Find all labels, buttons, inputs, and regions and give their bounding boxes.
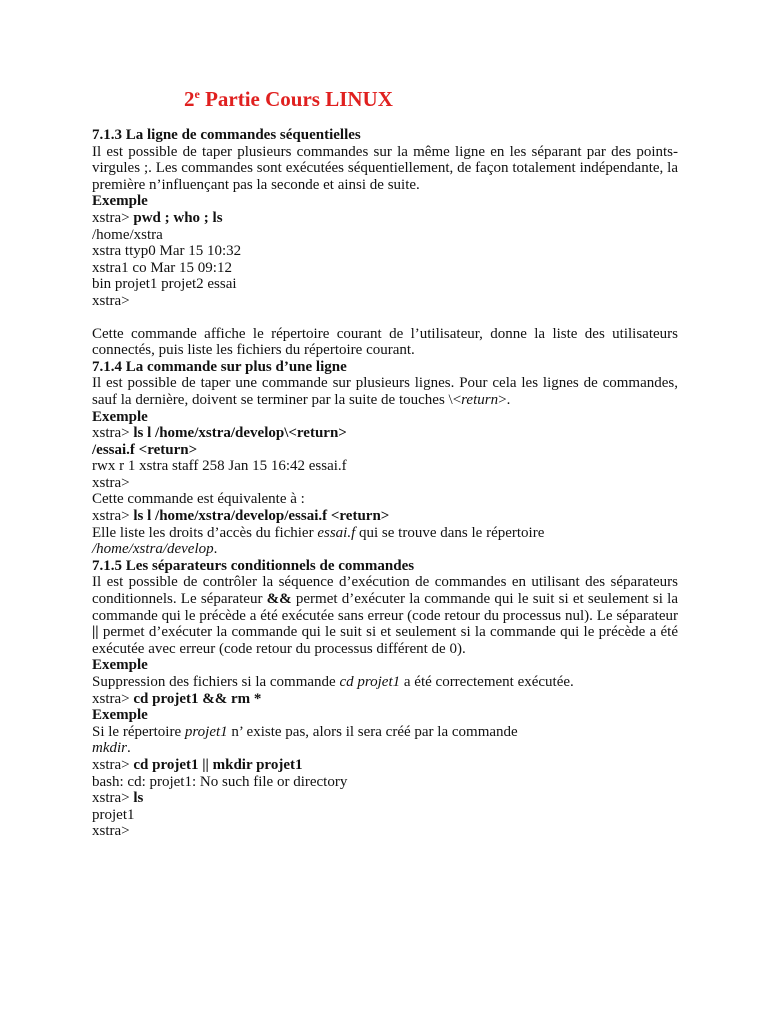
output-line: xstra> xyxy=(92,292,130,309)
title-superscript: e xyxy=(194,87,200,101)
section-paragraph xyxy=(92,375,678,408)
command-text: cd projet1 && rm * xyxy=(133,690,262,707)
shell-prompt: xstra> xyxy=(92,508,134,525)
command-line xyxy=(92,691,678,708)
section-paragraph xyxy=(92,574,678,657)
italic-run: cd projet1 xyxy=(339,674,401,690)
text-run: permet d’exécuter la commande qui le suit si et seulement si la commande qui le précède a été exécutée sans erreur (code retour du processus nul). Le séparateur xyxy=(92,591,678,624)
section-heading-7-1-5: 7.1.5 Les séparateurs conditionnels de commandes xyxy=(92,557,415,574)
shell-prompt: xstra> xyxy=(92,756,134,773)
section-paragraph: Il est possible de taper plusieurs commandes sur la même ligne en les séparant par des points-virgules ;. Les commandes sont exécutées séquentiellement, de façon totalement indépendante, la première n’influençant pas la seconde et ainsi de suite. xyxy=(92,143,678,193)
command-line xyxy=(92,508,678,525)
command-text: ls xyxy=(133,790,144,807)
command-text: pwd ; who ; ls xyxy=(133,209,223,226)
output-line: xstra> xyxy=(92,474,130,491)
command-text: ls l /home/xstra/develop/essai.f <return> xyxy=(133,508,390,525)
blank-line xyxy=(92,310,678,326)
document-body xyxy=(92,127,678,840)
command-line xyxy=(92,425,678,442)
equivalence-line: Cette commande est équivalente à : xyxy=(92,491,305,508)
explanation-paragraph: Cette commande affiche le répertoire courant de l’utilisateur, donne la liste des utilisateurs connectés, puis liste les fichiers du répertoire courant. xyxy=(92,325,678,359)
command-text: cd projet1 || mkdir projet1 xyxy=(133,756,303,773)
text-run: . xyxy=(127,740,131,757)
text-run: Si le répertoire xyxy=(92,723,185,740)
section-heading-7-1-4: 7.1.4 La commande sur plus d’une ligne xyxy=(92,358,347,375)
example-label: Exemple xyxy=(92,408,148,425)
operator-or: || xyxy=(92,624,99,641)
italic-run: /home/xstra/develop xyxy=(92,541,214,558)
shell-prompt: xstra> xyxy=(92,790,134,807)
page-title xyxy=(184,87,393,112)
output-line: bash: cd: projet1: No such file or directory xyxy=(92,773,348,790)
output-line: xstra1 co Mar 15 09:12 xyxy=(92,259,232,276)
output-line: bin projet1 projet2 essai xyxy=(92,276,237,293)
title-text: Partie Cours LINUX xyxy=(199,87,393,111)
text-run: a été correctement exécutée. xyxy=(400,674,574,690)
text-run: n’ existe pas, alors il sera créé par la commande xyxy=(227,723,518,740)
description-line xyxy=(92,674,678,691)
example-label: Exemple xyxy=(92,193,148,210)
example-label: Exemple xyxy=(92,657,148,674)
italic-run: return xyxy=(461,391,499,408)
description-line xyxy=(92,724,678,741)
example-label: Exemple xyxy=(92,707,148,724)
output-line: xstra> xyxy=(92,823,130,840)
title-number: 2 xyxy=(184,87,195,111)
text-run: >. xyxy=(498,391,511,408)
text-run: qui se trouve dans le répertoire xyxy=(355,524,545,541)
shell-prompt: xstra> xyxy=(92,209,134,226)
output-line: rwx r 1 xstra staff 258 Jan 15 16:42 essai.f xyxy=(92,458,347,475)
description-line xyxy=(92,525,678,542)
operator-and: && xyxy=(266,591,292,608)
command-continuation: /essai.f <return> xyxy=(92,441,198,458)
italic-run: projet1 xyxy=(184,723,228,740)
text-run: Elle liste les droits d’accès du fichier xyxy=(92,524,318,541)
command-line xyxy=(92,790,678,807)
output-line: /home/xstra xyxy=(92,226,163,243)
section-heading-7-1-3: 7.1.3 La ligne de commandes séquentielles xyxy=(92,127,361,143)
shell-prompt: xstra> xyxy=(92,425,134,442)
text-run: Il est possible de taper une commande sur plusieurs lignes. Pour cela les lignes de commandes, sauf la dernière, doivent se terminer par la suite de touches \< xyxy=(92,375,678,408)
text-run: Il est possible de contrôler la séquence d’exécution de commandes en utilisant des séparateurs conditionnels. Le séparateur xyxy=(92,574,678,608)
command-line xyxy=(92,757,678,774)
text-run: Suppression des fichiers si la commande xyxy=(92,674,340,690)
path-line xyxy=(92,541,678,558)
mkdir-line xyxy=(92,740,678,757)
command-line xyxy=(92,210,678,227)
command-text: ls l /home/xstra/develop\<return> xyxy=(133,425,347,442)
text-run: . xyxy=(213,541,218,558)
text-run: permet d’exécuter la commande qui le suit si et seulement si la commande qui le précède a été exécutée avec erreur (code retour du processus différent de 0). xyxy=(92,624,678,657)
shell-prompt: xstra> xyxy=(92,690,134,707)
output-line: projet1 xyxy=(92,806,135,823)
italic-run: essai.f xyxy=(317,524,356,541)
output-line: xstra ttyp0 Mar 15 10:32 xyxy=(92,243,242,260)
italic-run: mkdir xyxy=(92,740,127,757)
